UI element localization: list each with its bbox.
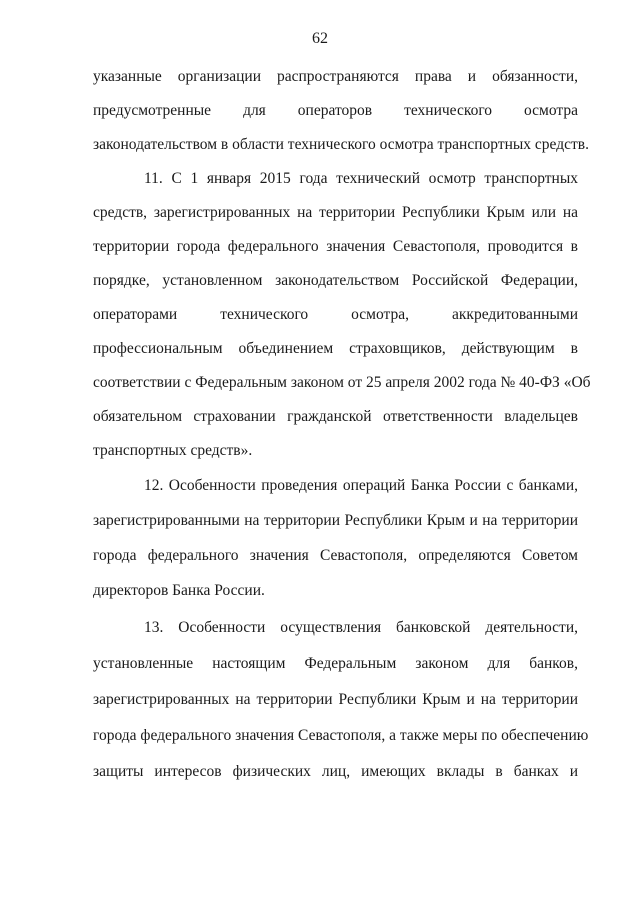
text-line: соответствии с Федеральным законом от 25 апреля 2002 года № 40-ФЗ «Об [93,374,591,391]
text-line: порядке, установленном законодательством Российской Федерации, [93,272,578,289]
text-line: 13. Особенности осуществления банковской деятельности, [144,619,578,636]
text-line: города федерального значения Севастополя, определяются Советом [93,547,578,564]
text-line: предусмотренные для операторов технического осмотра [93,102,578,119]
text-line: операторами технического осмотра, аккредитованными [93,306,578,323]
text-line: 11. С 1 января 2015 года технический осмотр транспортных [144,170,578,187]
text-line: 12. Особенности проведения операций Банка России с банками, [144,477,578,494]
text-line: защиты интересов физических лиц, имеющих вклады в банках и [93,763,578,780]
text-line: зарегистрированными на территории Республики Крым и на территории [93,512,578,529]
text-line: указанные организации распространяются права и обязанности, [93,68,578,85]
text-line: транспортных средств». [93,442,253,459]
text-line: директоров Банка России. [93,582,265,599]
text-line: профессиональным объединением страховщиков, действующим в [93,340,578,357]
text-line: обязательном страховании гражданской ответственности владельцев [93,408,578,425]
text-line: города федерального значения Севастополя, а также меры по обеспечению [93,727,589,744]
text-line: законодательством в области технического осмотра транспортных средств. [93,136,589,153]
text-line: зарегистрированных на территории Республики Крым и на территории [93,691,578,708]
page-number: 62 [312,30,328,47]
text-line: средств, зарегистрированных на территории Республики Крым или на [93,204,578,221]
text-line: установленные настоящим Федеральным законом для банков, [93,655,578,672]
text-line: территории города федерального значения Севастополя, проводится в [93,238,578,255]
